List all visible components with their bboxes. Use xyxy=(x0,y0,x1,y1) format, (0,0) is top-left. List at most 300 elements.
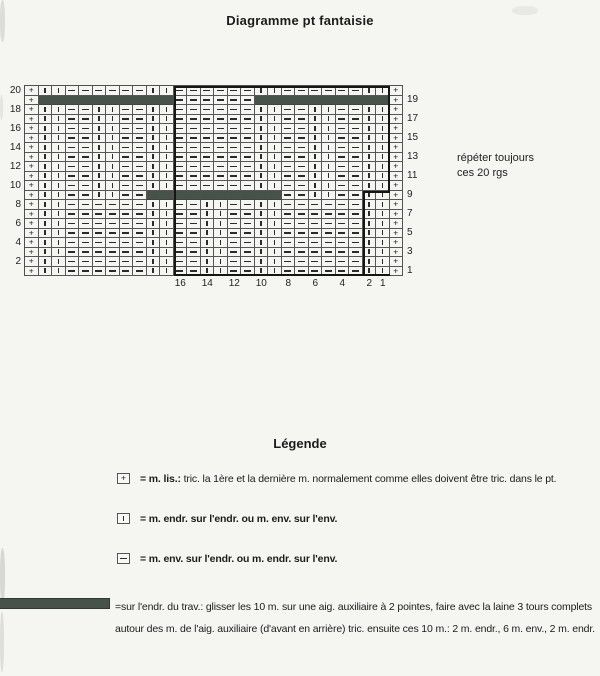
purl-cell xyxy=(282,219,296,229)
purl-cell xyxy=(66,267,80,277)
purl-cell xyxy=(106,248,120,258)
purl-cell xyxy=(187,105,201,115)
knit-cell xyxy=(147,248,161,258)
repeat-outline xyxy=(174,86,390,88)
knit-cell xyxy=(322,134,336,144)
edge-stitch-cell: + xyxy=(25,134,39,144)
knit-cell xyxy=(322,105,336,115)
knit-cell xyxy=(160,257,174,267)
purl-cell xyxy=(120,219,134,229)
purl-cell xyxy=(295,153,309,163)
purl-cell xyxy=(66,115,80,125)
knit-cell xyxy=(147,200,161,210)
purl-cell xyxy=(241,200,255,210)
purl-cell xyxy=(214,181,228,191)
purl-cell xyxy=(322,229,336,239)
row-number-right: 11 xyxy=(407,170,418,181)
knit-cell xyxy=(147,238,161,248)
purl-cell xyxy=(79,210,93,220)
knit-cell xyxy=(268,238,282,248)
knit-cell xyxy=(39,134,53,144)
purl-cell xyxy=(120,124,134,134)
knit-cell xyxy=(52,229,66,239)
purl-cell xyxy=(133,143,147,153)
wrap-bar-cell xyxy=(309,96,323,106)
knit-cell xyxy=(160,219,174,229)
edge-stitch-cell: + xyxy=(25,191,39,201)
knit-cell xyxy=(106,143,120,153)
knit-cell xyxy=(322,143,336,153)
knit-cell xyxy=(39,115,53,125)
row-number-right: 3 xyxy=(407,246,413,257)
purl-cell xyxy=(79,248,93,258)
knit-cell xyxy=(52,181,66,191)
edge-stitch-cell: + xyxy=(390,96,404,106)
purl-cell xyxy=(349,143,363,153)
purl-cell xyxy=(241,257,255,267)
purl-cell xyxy=(133,257,147,267)
knit-cell xyxy=(268,229,282,239)
purl-cell xyxy=(295,257,309,267)
chart-row xyxy=(25,257,403,267)
knit-cell xyxy=(160,210,174,220)
knit-cell xyxy=(52,267,66,277)
row-number-left: 6 xyxy=(15,217,21,229)
purl-cell xyxy=(187,248,201,258)
purl-cell xyxy=(106,229,120,239)
knit-cell xyxy=(268,181,282,191)
wrap-bar-cell xyxy=(322,96,336,106)
purl-cell xyxy=(241,162,255,172)
purl-cell xyxy=(322,248,336,258)
edge-stitch-cell: + xyxy=(25,115,39,125)
knit-cell xyxy=(106,181,120,191)
chart-row xyxy=(25,105,403,115)
knit-cell xyxy=(214,210,228,220)
purl-cell xyxy=(214,172,228,182)
purl-cell xyxy=(174,210,188,220)
knit-cell xyxy=(147,219,161,229)
purl-cell xyxy=(120,115,134,125)
knit-cell xyxy=(39,210,53,220)
knit-cell xyxy=(214,229,228,239)
knit-cell xyxy=(160,172,174,182)
chart-row xyxy=(25,219,403,229)
purl-cell xyxy=(336,210,350,220)
wrap-bar-cell xyxy=(268,96,282,106)
purl-cell xyxy=(66,238,80,248)
purl-cell xyxy=(174,143,188,153)
chart-row xyxy=(25,96,403,106)
purl-cell xyxy=(349,115,363,125)
column-number: 2 xyxy=(366,278,373,289)
purl-cell xyxy=(241,181,255,191)
purl-cell xyxy=(66,257,80,267)
wrap-bar-cell xyxy=(336,96,350,106)
row-number-right: 19 xyxy=(407,94,419,105)
knit-cell xyxy=(160,200,174,210)
purl-cell xyxy=(228,238,242,248)
purl-cell xyxy=(120,248,134,258)
row-number-left: 14 xyxy=(9,141,21,153)
purl-cell xyxy=(120,153,134,163)
purl-cell xyxy=(187,200,201,210)
knit-cell xyxy=(322,181,336,191)
purl-cell xyxy=(349,200,363,210)
purl-cell xyxy=(93,210,107,220)
purl-cell xyxy=(187,124,201,134)
purl-cell xyxy=(201,153,215,163)
purl-cell xyxy=(336,153,350,163)
purl-cell xyxy=(120,134,134,144)
purl-cell xyxy=(349,210,363,220)
wrap-bar-cell xyxy=(93,96,107,106)
knit-cell xyxy=(39,181,53,191)
purl-cell xyxy=(241,210,255,220)
knit-cell xyxy=(39,238,53,248)
knit-cell xyxy=(160,105,174,115)
knit-cell xyxy=(201,238,215,248)
scan-artifact xyxy=(0,612,4,672)
purl-cell xyxy=(133,219,147,229)
column-number: 10 xyxy=(255,278,267,289)
knit-cell xyxy=(147,143,161,153)
knit-cell xyxy=(363,210,377,220)
chart-row xyxy=(25,162,403,172)
purl-cell xyxy=(214,124,228,134)
chart-row xyxy=(25,248,403,258)
wrap-bar-cell xyxy=(363,96,377,106)
knit-cell xyxy=(93,181,107,191)
chart-row xyxy=(25,200,403,210)
purl-cell xyxy=(106,86,120,96)
knit-cell xyxy=(322,153,336,163)
knit-cell xyxy=(363,162,377,172)
purl-cell xyxy=(201,134,215,144)
purl-cell xyxy=(295,143,309,153)
knit-cell xyxy=(160,143,174,153)
edge-stitch-cell: + xyxy=(390,219,404,229)
purl-cell xyxy=(201,162,215,172)
knit-cell xyxy=(363,248,377,258)
knit-cell xyxy=(52,238,66,248)
purl-stitch-symbol xyxy=(117,553,130,564)
knit-cell xyxy=(322,124,336,134)
purl-cell xyxy=(187,172,201,182)
purl-cell xyxy=(336,229,350,239)
wrap-bar-cell xyxy=(214,191,228,201)
knit-cell xyxy=(268,257,282,267)
purl-cell xyxy=(66,181,80,191)
purl-cell xyxy=(133,153,147,163)
knit-cell xyxy=(147,229,161,239)
knit-cell xyxy=(147,115,161,125)
repeat-outline xyxy=(388,86,390,193)
purl-cell xyxy=(228,200,242,210)
edge-stitch-cell: + xyxy=(390,191,404,201)
purl-cell xyxy=(174,134,188,144)
wrap-bar-cell xyxy=(147,96,161,106)
purl-cell xyxy=(228,153,242,163)
knit-cell xyxy=(376,219,390,229)
knit-cell xyxy=(52,200,66,210)
knit-cell xyxy=(363,200,377,210)
knit-cell xyxy=(268,172,282,182)
knit-cell xyxy=(376,200,390,210)
knit-cell xyxy=(52,210,66,220)
row-number-left: 18 xyxy=(9,103,21,115)
knit-cell xyxy=(52,153,66,163)
row-number-right: 9 xyxy=(407,189,413,200)
knit-cell xyxy=(322,191,336,201)
purl-cell xyxy=(79,257,93,267)
wrap-bar-cell xyxy=(282,96,296,106)
knit-cell xyxy=(147,134,161,144)
knit-cell xyxy=(39,257,53,267)
edge-stitch-cell: + xyxy=(390,162,404,172)
knit-cell xyxy=(322,115,336,125)
column-number: 8 xyxy=(285,278,292,289)
purl-cell xyxy=(349,105,363,115)
purl-cell xyxy=(133,134,147,144)
chart-row xyxy=(25,143,403,153)
purl-cell xyxy=(66,162,80,172)
row-number-right: 17 xyxy=(407,113,419,124)
knit-cell xyxy=(201,210,215,220)
column-number: 6 xyxy=(312,278,319,289)
purl-cell xyxy=(174,96,188,106)
knit-cell xyxy=(201,200,215,210)
purl-cell xyxy=(174,248,188,258)
repeat-outline xyxy=(363,191,365,277)
knit-cell xyxy=(255,257,269,267)
purl-cell xyxy=(174,219,188,229)
wrap-bar-cell xyxy=(79,96,93,106)
knit-cell xyxy=(268,124,282,134)
purl-cell xyxy=(282,181,296,191)
purl-cell xyxy=(214,143,228,153)
knit-cell xyxy=(39,153,53,163)
purl-cell xyxy=(120,267,134,277)
purl-cell xyxy=(349,219,363,229)
purl-cell xyxy=(79,172,93,182)
purl-cell xyxy=(79,115,93,125)
knit-cell xyxy=(39,219,53,229)
knit-cell xyxy=(39,162,53,172)
knit-cell xyxy=(93,115,107,125)
purl-cell xyxy=(174,162,188,172)
knit-cell xyxy=(147,153,161,163)
knit-cell xyxy=(268,134,282,144)
knit-cell xyxy=(214,257,228,267)
edge-stitch-cell: + xyxy=(25,229,39,239)
purl-cell xyxy=(322,238,336,248)
knit-cell xyxy=(255,105,269,115)
page-title: Diagramme pt fantaisie xyxy=(226,13,374,28)
row-number-left: 8 xyxy=(15,198,21,210)
knit-cell xyxy=(106,115,120,125)
edge-stitch-cell: + xyxy=(25,210,39,220)
purl-cell xyxy=(66,86,80,96)
purl-cell xyxy=(133,200,147,210)
knit-cell xyxy=(39,105,53,115)
purl-cell xyxy=(174,172,188,182)
knit-cell xyxy=(52,143,66,153)
knit-cell xyxy=(93,172,107,182)
purl-cell xyxy=(201,96,215,106)
purl-cell xyxy=(336,162,350,172)
purl-cell xyxy=(282,105,296,115)
chart-row xyxy=(25,191,403,201)
knit-cell xyxy=(160,124,174,134)
knit-cell xyxy=(147,105,161,115)
purl-cell xyxy=(349,162,363,172)
knit-cell xyxy=(160,86,174,96)
knit-cell xyxy=(39,248,53,258)
purl-cell xyxy=(336,134,350,144)
purl-cell xyxy=(133,238,147,248)
wrap-bar-cell xyxy=(241,191,255,201)
knit-cell xyxy=(52,124,66,134)
purl-cell xyxy=(322,257,336,267)
purl-cell xyxy=(79,124,93,134)
knit-cell xyxy=(376,229,390,239)
purl-cell xyxy=(93,267,107,277)
knit-cell xyxy=(363,172,377,182)
purl-cell xyxy=(295,172,309,182)
edge-stitch-cell: + xyxy=(25,86,39,96)
purl-cell xyxy=(106,257,120,267)
purl-cell xyxy=(282,172,296,182)
legend-item-knit-text: = m. endr. sur l'endr. ou m. env. sur l'env. xyxy=(140,513,338,525)
wrap-bar-cell xyxy=(255,96,269,106)
purl-cell xyxy=(187,257,201,267)
knit-cell xyxy=(52,219,66,229)
purl-cell xyxy=(282,124,296,134)
purl-cell xyxy=(79,153,93,163)
purl-cell xyxy=(133,267,147,277)
purl-cell xyxy=(295,210,309,220)
knit-cell xyxy=(214,248,228,258)
purl-cell xyxy=(201,143,215,153)
purl-cell xyxy=(187,134,201,144)
row-number-right: 5 xyxy=(407,227,413,238)
purl-cell xyxy=(187,143,201,153)
purl-cell xyxy=(93,200,107,210)
purl-cell xyxy=(336,238,350,248)
edge-stitch-cell: + xyxy=(390,200,404,210)
purl-cell xyxy=(214,96,228,106)
knit-cell xyxy=(268,200,282,210)
knit-cell xyxy=(255,181,269,191)
purl-cell xyxy=(120,162,134,172)
purl-cell xyxy=(309,257,323,267)
knit-cell xyxy=(255,162,269,172)
edge-stitch-cell: + xyxy=(25,143,39,153)
purl-cell xyxy=(133,248,147,258)
knit-cell xyxy=(52,248,66,258)
purl-cell xyxy=(309,200,323,210)
purl-cell xyxy=(336,200,350,210)
knit-cell xyxy=(322,162,336,172)
purl-cell xyxy=(174,200,188,210)
purl-cell xyxy=(295,162,309,172)
purl-cell xyxy=(309,210,323,220)
purl-cell xyxy=(282,153,296,163)
wrap-bar-swatch xyxy=(0,598,110,609)
knit-cell xyxy=(147,257,161,267)
purl-cell xyxy=(187,219,201,229)
purl-cell xyxy=(120,191,134,201)
knit-cell xyxy=(255,219,269,229)
knit-cell xyxy=(147,181,161,191)
knit-cell xyxy=(93,162,107,172)
wrap-bar-cell xyxy=(255,191,269,201)
knit-cell xyxy=(363,181,377,191)
purl-cell xyxy=(322,210,336,220)
knit-cell xyxy=(309,153,323,163)
repeat-note-line2: ces 20 rgs xyxy=(457,167,508,179)
edge-stitch-cell: + xyxy=(25,105,39,115)
knit-cell xyxy=(268,210,282,220)
chart-row xyxy=(25,238,403,248)
purl-cell xyxy=(336,143,350,153)
purl-cell xyxy=(282,200,296,210)
knit-cell xyxy=(52,162,66,172)
knit-cell xyxy=(106,191,120,201)
knit-cell xyxy=(363,257,377,267)
purl-cell xyxy=(214,134,228,144)
purl-cell xyxy=(241,172,255,182)
knit-cell xyxy=(255,134,269,144)
knit-cell xyxy=(376,210,390,220)
column-number: 4 xyxy=(339,278,346,289)
legend-item-edge-stitch-text: = m. lis.: tric. la 1ère et la dernière m. normalement comme elles doivent être tric. dans le pt. xyxy=(140,473,557,485)
knit-cell xyxy=(309,181,323,191)
knit-cell xyxy=(309,124,323,134)
purl-cell xyxy=(120,229,134,239)
purl-cell xyxy=(228,172,242,182)
chart-row xyxy=(25,181,403,191)
row-number-right: 15 xyxy=(407,132,419,143)
purl-cell xyxy=(120,86,134,96)
purl-cell xyxy=(282,191,296,201)
purl-cell xyxy=(349,172,363,182)
purl-cell xyxy=(336,124,350,134)
edge-stitch-cell: + xyxy=(390,124,404,134)
purl-cell xyxy=(187,162,201,172)
purl-cell xyxy=(295,200,309,210)
knit-cell xyxy=(376,248,390,258)
wrap-bar-cell xyxy=(147,191,161,201)
purl-cell xyxy=(336,257,350,267)
knit-cell xyxy=(363,238,377,248)
purl-cell xyxy=(174,105,188,115)
purl-cell xyxy=(295,191,309,201)
knit-cell xyxy=(255,210,269,220)
purl-cell xyxy=(79,143,93,153)
edge-stitch-cell: + xyxy=(390,181,404,191)
knit-cell xyxy=(39,143,53,153)
purl-cell xyxy=(133,172,147,182)
purl-cell xyxy=(93,238,107,248)
knit-cell xyxy=(93,153,107,163)
edge-stitch-cell: + xyxy=(390,105,404,115)
knit-cell xyxy=(106,153,120,163)
knit-cell xyxy=(268,248,282,258)
edge-stitch-cell: + xyxy=(390,172,404,182)
purl-cell xyxy=(120,238,134,248)
